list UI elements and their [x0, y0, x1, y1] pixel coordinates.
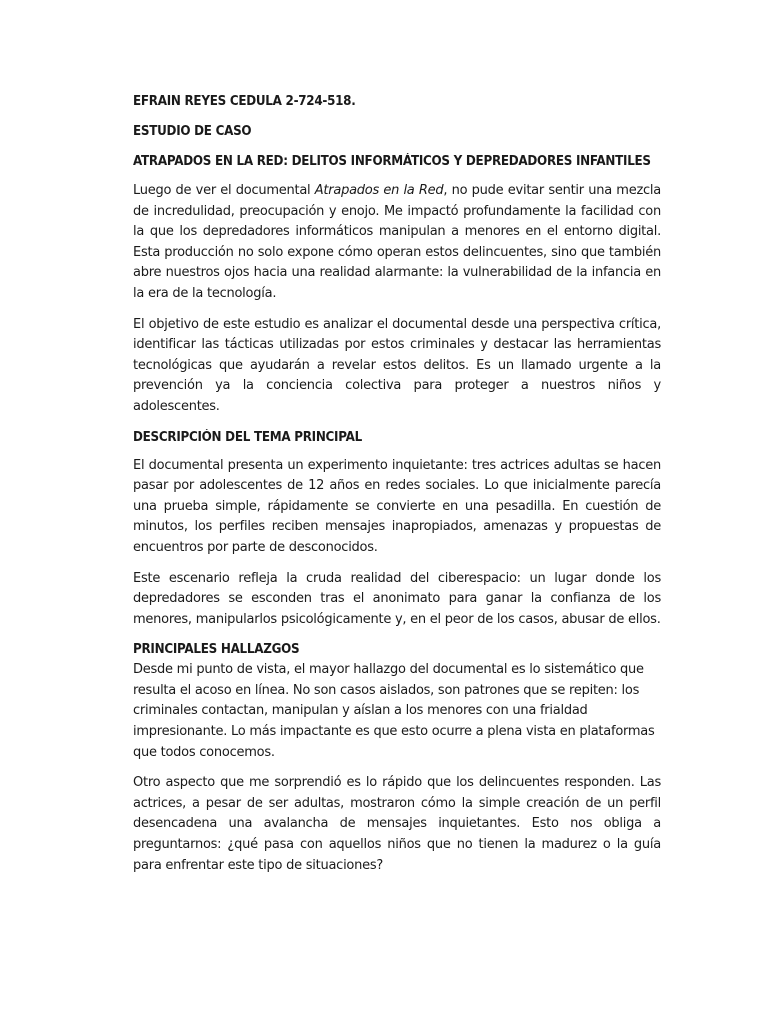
section-heading-findings: PRINCIPALES HALLAZGOS [133, 642, 300, 658]
intro-paragraph-1 [133, 181, 661, 305]
document-title: ATRAPADOS EN LA RED: DELITOS INFORMÁTICOS Y DEPREDADORES INFANTILES [133, 154, 651, 169]
section-heading-description: DESCRIPCIÓN DEL TEMA PRINCIPAL [133, 429, 362, 445]
findings-paragraph-1: Desde mi punto de vista, el mayor hallazgo del documental es lo sistemático que resulta el acoso en línea. No son casos aislados, son patrones que se repiten: los criminales contactan, manipulan y aíslan a los menores con una frialdad impresionante. Lo más impactante es que esto ocurre a plena vista en plataformas que todos conocemos. [133, 662, 655, 760]
author-line: EFRAIN REYES CEDULA 2-724-518. [133, 94, 356, 109]
intro-paragraph-2: El objetivo de este estudio es analizar el documental desde una perspectiva crítica, identificar las tácticas utilizadas por estos criminales y destacar las herramientas tecnológicas que ayudarán a revelar estos delitos. Es un llamado urgente a la prevención ya la conciencia colectiva para proteger a nuestros niños y adolescentes. [133, 316, 661, 414]
description-paragraph-2: Este escenario refleja la cruda realidad del ciberespacio: un lugar donde los depredadores se esconden tras el anonimato para ganar la confianza de los menores, manipularlos psicológicamente y, en el peor de los casos, abusar de ellos. [133, 570, 661, 627]
document-body [133, 92, 661, 886]
description-paragraph-1: El documental presenta un experimento inquietante: tres actrices adultas se hacen pasar por adolescentes de 12 años en redes sociales. Lo que inicialmente parecía una prueba simple, rápidamente se convierte en una pesadilla. En cuestión de minutos, los perfiles reciben mensajes inapropiados, amenazas y propuestas de encuentros por parte de desconocidos. [133, 457, 661, 555]
intro-text-before: Luego de ver el documental [133, 183, 315, 198]
intro-text-after: , no pude evitar sentir una mezcla de incredulidad, preocupación y enojo. Me impactó profundamente la facilidad con la que los depredadores informáticos manipulan a menores en el entorno digital. Esta producción no solo expone cómo operan estos delincuentes, sino que también abre nuestros ojos hacia una realidad alarmante: la vulnerabilidad de la infancia en la era de la tecnología. [133, 183, 661, 301]
document-subtitle: ESTUDIO DE CASO [133, 124, 252, 139]
findings-paragraph-2: Otro aspecto que me sorprendió es lo rápido que los delincuentes responden. Las actrices, a pesar de ser adultas, mostraron cómo la simple creación de un perfil desencadena una avalancha de mensajes inquietantes. Esto nos obliga a preguntarnos: ¿qué pasa con aquellos niños que no tienen la madurez o la guía para enfrentar este tipo de situaciones? [133, 775, 661, 873]
documentary-title-italic: Atrapados en la Red [314, 183, 444, 198]
